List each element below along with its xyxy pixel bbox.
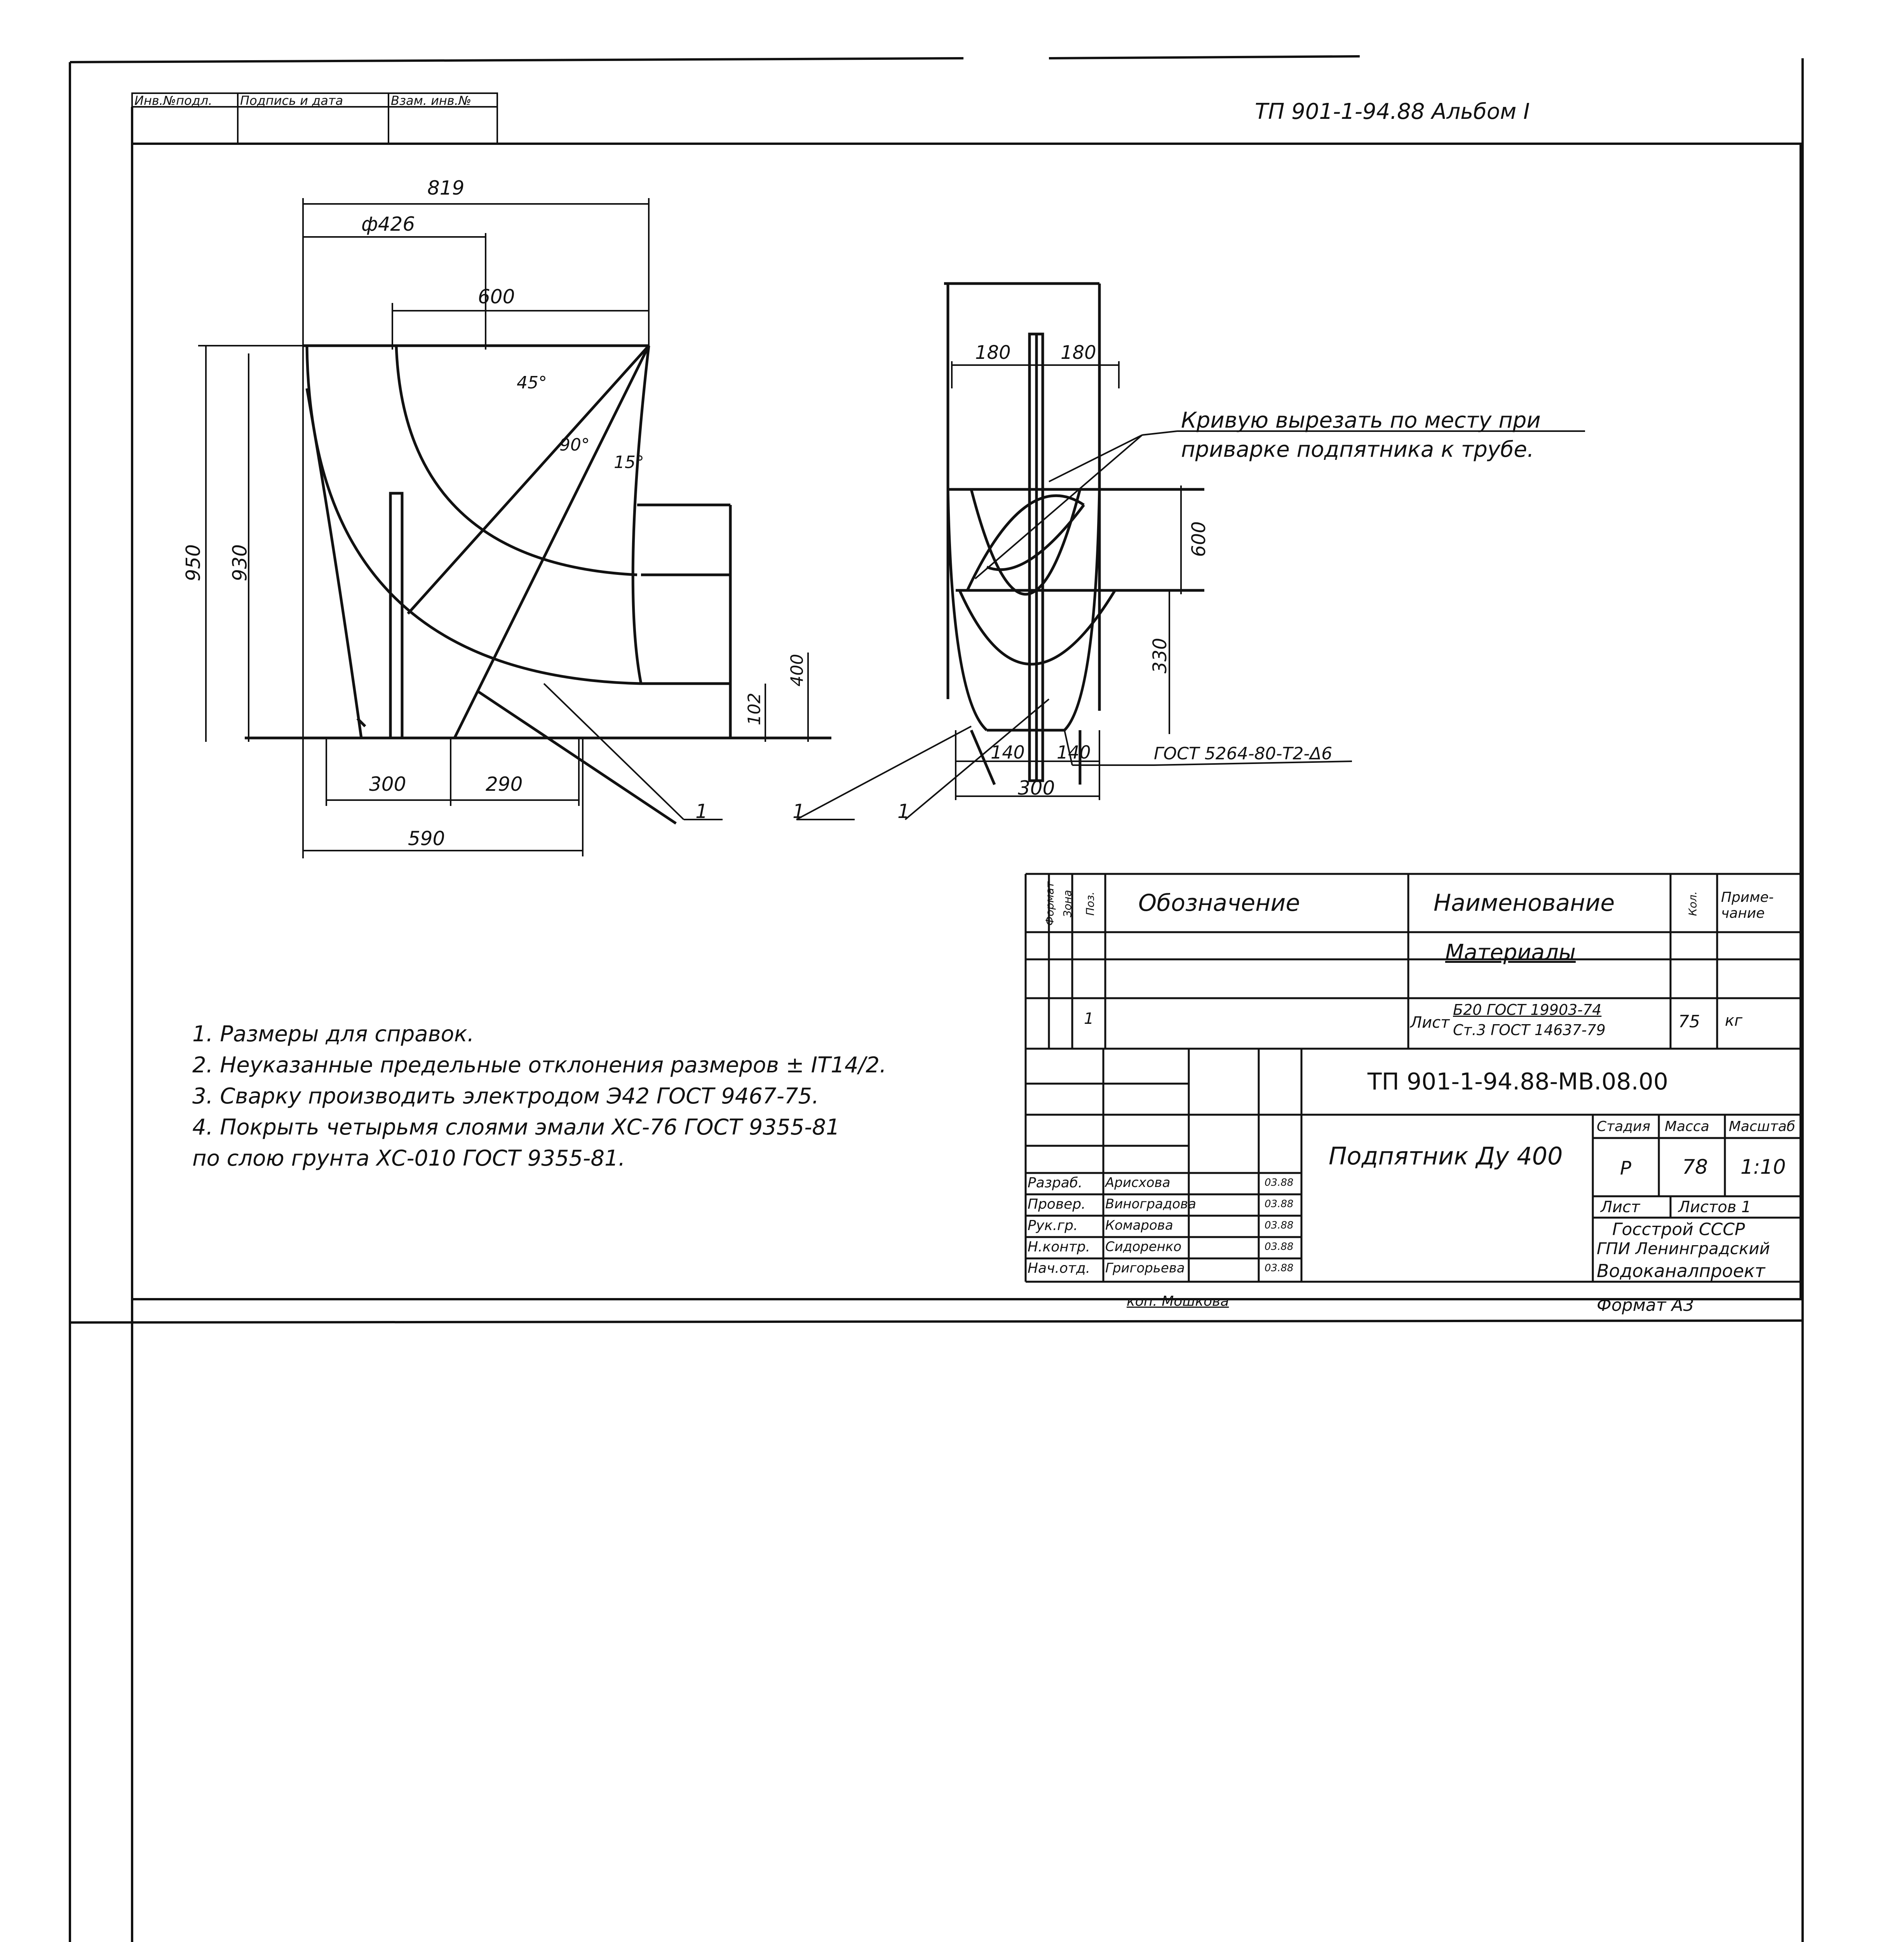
spec-header-qty: Кол. <box>1686 891 1699 916</box>
left-view-dimlines <box>198 198 1049 858</box>
drawing-title: Подпятник Ду 400 <box>1329 1142 1563 1170</box>
album-reference: ТП 901-1-94.88 Альбом I <box>1255 99 1530 124</box>
signer-date: 03.88 <box>1265 1241 1294 1253</box>
doc-code: ТП 901-1-94.88-МВ.08.00 <box>1367 1068 1669 1095</box>
dim-600-right: 600 <box>1188 521 1210 557</box>
dim-950: 950 <box>182 544 205 581</box>
signer-name: Арисхова <box>1105 1175 1171 1190</box>
cut-note-line2: приварке подпятника к трубе. <box>1181 437 1534 462</box>
left-view-geometry <box>245 346 831 823</box>
corner-cell-inv: Инв.№подл. <box>134 93 213 108</box>
signer-name: Григорьева <box>1105 1260 1185 1276</box>
angle-90: 90° <box>559 435 590 455</box>
spec-row-qty: 75 <box>1678 1012 1700 1032</box>
signer-role: Нач.отд. <box>1028 1260 1090 1276</box>
spec-row-name-top: Б20 ГОСТ 19903-74 <box>1453 1001 1602 1018</box>
signer-role: Разраб. <box>1028 1175 1083 1191</box>
signer-name: Комарова <box>1105 1218 1173 1233</box>
signer-date: 03.88 <box>1265 1198 1294 1210</box>
dim-426: ф426 <box>361 213 415 235</box>
spec-header-name: Наименование <box>1434 889 1615 917</box>
dim-930: 930 <box>228 544 251 581</box>
callout-1c: 1 <box>897 800 910 823</box>
note-2: 2. Неуказанные предельные отклонения размеров ± IT14/2. <box>192 1053 887 1078</box>
spec-row-unit: кг <box>1725 1012 1743 1030</box>
note-3: 3. Сварку производить электродом Э42 ГОСТ 9467-75. <box>192 1084 819 1109</box>
spec-row-name-prefix: Лист <box>1410 1014 1450 1032</box>
org-line-2: ГПИ Ленинградский <box>1597 1239 1770 1258</box>
scale-value: 1:10 <box>1740 1155 1786 1179</box>
sheet-label: Лист <box>1601 1198 1640 1216</box>
org-line-1: Госстрой СССР <box>1612 1220 1745 1239</box>
spec-row-pos: 1 <box>1084 1010 1094 1028</box>
note-4: 4. Покрыть четырьмя слоями эмали ХС-76 ГОСТ 9355-81 <box>192 1115 840 1140</box>
corner-cell-sign: Подпись и дата <box>240 93 343 108</box>
note-1: 1. Размеры для справок. <box>192 1021 474 1047</box>
dim-590: 590 <box>408 827 445 850</box>
signer-date: 03.88 <box>1265 1220 1294 1231</box>
dim-140-left: 140 <box>991 742 1025 763</box>
angle-45: 45° <box>517 373 547 393</box>
cut-note-line1: Кривую вырезать по месту при <box>1181 408 1541 433</box>
dim-400: 400 <box>787 654 807 687</box>
mass-value: 78 <box>1682 1155 1708 1179</box>
spec-header-note: Приме-чание <box>1721 889 1774 921</box>
spec-section-materials: Материалы <box>1445 940 1576 965</box>
dim-140-right: 140 <box>1057 742 1091 763</box>
org-line-3: Водоканалпроект <box>1597 1260 1765 1281</box>
dim-290: 290 <box>486 773 523 795</box>
dim-819: 819 <box>427 177 465 199</box>
sheets-label: Листов 1 <box>1678 1198 1751 1216</box>
stage-label: Стадия <box>1597 1119 1651 1135</box>
spec-header-format: Формат <box>1043 881 1056 926</box>
copied-by: коп. Мошкова <box>1127 1293 1229 1309</box>
corner-cell-replace: Взам. инв.№ <box>391 93 472 108</box>
signer-role: Рук.гр. <box>1028 1218 1078 1234</box>
signer-role: Н.контр. <box>1028 1239 1090 1255</box>
spec-row-name-bottom: Ст.3 ГОСТ 14637-79 <box>1453 1021 1606 1039</box>
dim-180-right: 180 <box>1061 342 1096 364</box>
spec-header-pos: Поз. <box>1084 891 1097 916</box>
spec-header-zone: Зона <box>1061 890 1074 917</box>
format-label: Формат А3 <box>1597 1295 1694 1315</box>
angle-15: 15° <box>614 452 644 472</box>
dim-300-left: 300 <box>369 773 406 795</box>
signer-date: 03.88 <box>1265 1262 1294 1274</box>
dim-102: 102 <box>744 693 765 726</box>
signer-role: Провер. <box>1028 1196 1086 1212</box>
callout-1a: 1 <box>695 800 708 823</box>
dim-300-right: 300 <box>1018 777 1055 799</box>
dim-330: 330 <box>1149 638 1171 673</box>
stage-value: Р <box>1620 1157 1631 1179</box>
signer-name: Виноградова <box>1105 1196 1196 1212</box>
mass-label: Масса <box>1665 1119 1709 1135</box>
dim-600-top: 600 <box>478 285 515 308</box>
signer-date: 03.88 <box>1265 1177 1294 1189</box>
weld-symbol: ГОСТ 5264-80-Т2-Δ6 <box>1154 744 1333 764</box>
scale-label: Масштаб <box>1729 1119 1796 1135</box>
callout-1b: 1 <box>793 800 805 823</box>
note-4-cont: по слою грунта ХС-010 ГОСТ 9355-81. <box>192 1146 625 1171</box>
dim-180-left: 180 <box>975 342 1011 364</box>
signer-name: Сидоренко <box>1105 1239 1182 1255</box>
spec-header-designation: Обозначение <box>1138 889 1300 917</box>
